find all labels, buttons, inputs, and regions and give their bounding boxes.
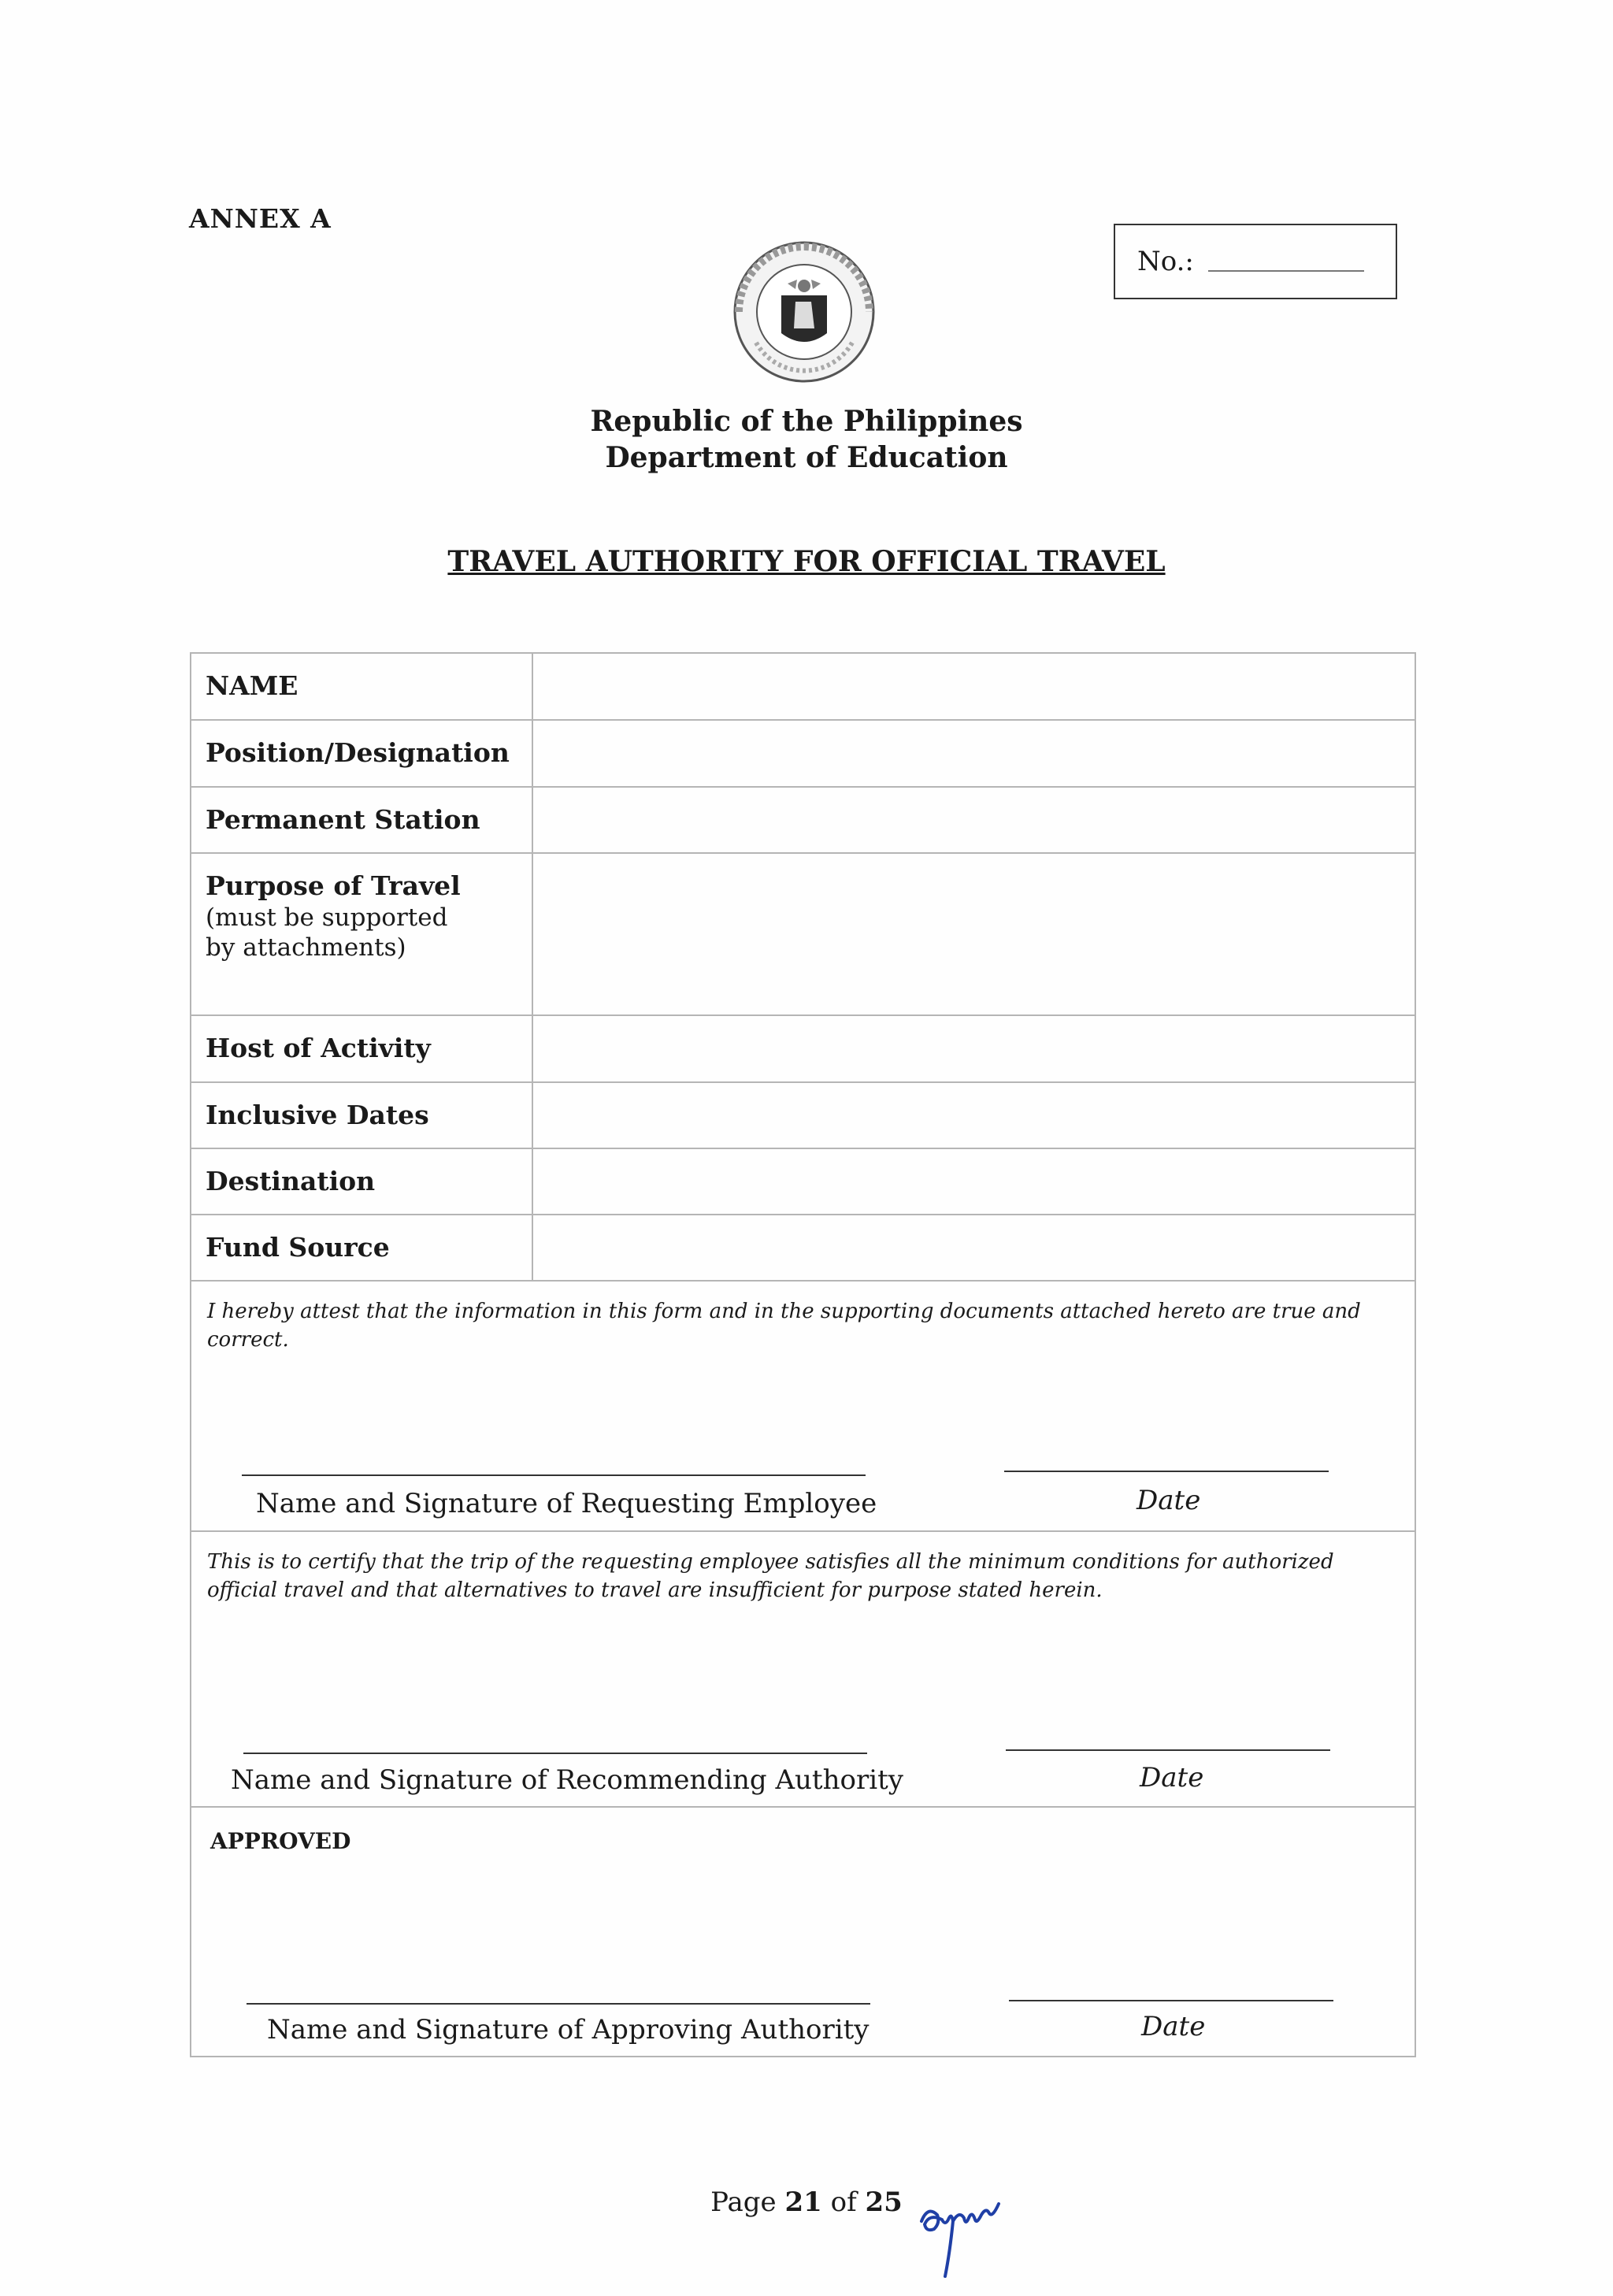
field-row-position — [191, 721, 1415, 788]
field-value-purpose[interactable] — [533, 854, 1415, 1014]
page-number: Page 21 of 25 — [710, 2187, 903, 2218]
header-department: Department of Education — [605, 441, 1008, 474]
recommending-signature-caption: Name and Signature of Recommending Authority — [231, 1764, 903, 1796]
approving-signature-caption: Name and Signature of Approving Authority — [267, 2014, 870, 2046]
purpose-note-line1: (must be supported — [206, 903, 448, 932]
field-label-inclusive-dates: Inclusive Dates — [191, 1083, 533, 1148]
approving-date-line[interactable] — [1009, 2000, 1333, 2001]
document-number-field[interactable] — [1208, 270, 1364, 272]
field-row-destination — [191, 1149, 1415, 1215]
annex-label: ANNEX A — [189, 203, 332, 234]
field-label-name: NAME — [191, 654, 533, 719]
field-label-position: Position/Designation — [191, 721, 533, 786]
field-row-purpose — [191, 854, 1415, 1016]
employee-date-line[interactable] — [1004, 1471, 1329, 1472]
field-value-destination[interactable] — [533, 1149, 1415, 1214]
field-row-permanent-station — [191, 788, 1415, 854]
field-label-fund-source: Fund Source — [191, 1215, 533, 1280]
employee-signature-line[interactable] — [242, 1474, 866, 1476]
document-number-box — [1114, 224, 1397, 299]
recommending-date-caption: Date — [1140, 1762, 1204, 1793]
form-title: TRAVEL AUTHORITY FOR OFFICIAL TRAVEL — [447, 545, 1166, 578]
field-value-name[interactable] — [533, 654, 1415, 719]
field-label-purpose: Purpose of Travel (must be supported by attachments) — [191, 854, 533, 1014]
field-value-host[interactable] — [533, 1016, 1415, 1081]
field-row-inclusive-dates — [191, 1083, 1415, 1149]
field-value-fund-source[interactable] — [533, 1215, 1415, 1280]
employee-date-caption: Date — [1137, 1485, 1201, 1516]
employee-signature-caption: Name and Signature of Requesting Employee — [256, 1488, 877, 1519]
field-value-inclusive-dates[interactable] — [533, 1083, 1415, 1148]
approving-date-caption: Date — [1141, 2011, 1206, 2042]
certification-section — [191, 1532, 1415, 1808]
certification-text: This is to certify that the trip of the requesting employee satisfies all the minimum conditions for authorized official travel and that alternatives to travel are insufficient for purpose stated herein. — [207, 1550, 1334, 1602]
recommending-date-line[interactable] — [1006, 1749, 1330, 1751]
purpose-note-line2: by attachments) — [206, 933, 406, 962]
header-republic: Republic of the Philippines — [590, 405, 1023, 438]
approved-heading: APPROVED — [210, 1828, 351, 1854]
field-row-fund-source — [191, 1215, 1415, 1282]
field-label-permanent-station: Permanent Station — [191, 788, 533, 852]
approval-section — [191, 1808, 1415, 2056]
approving-signature-line[interactable] — [247, 2003, 870, 2005]
handwritten-initials-signature — [914, 2174, 1016, 2284]
document-number-label: No.: — [1137, 246, 1194, 277]
attestation-text: I hereby attest that the information in this form and in the supporting documents attached hereto are true and correct. — [207, 1300, 1361, 1352]
field-value-permanent-station[interactable] — [533, 788, 1415, 852]
deped-seal-logo — [732, 240, 876, 384]
field-row-name — [191, 654, 1415, 721]
recommending-signature-line[interactable] — [243, 1753, 867, 1754]
field-value-position[interactable] — [533, 721, 1415, 786]
field-row-host — [191, 1016, 1415, 1083]
field-label-host: Host of Activity — [191, 1016, 533, 1081]
field-label-destination: Destination — [191, 1149, 533, 1214]
attestation-section — [191, 1282, 1415, 1532]
travel-authority-form — [190, 652, 1416, 2057]
